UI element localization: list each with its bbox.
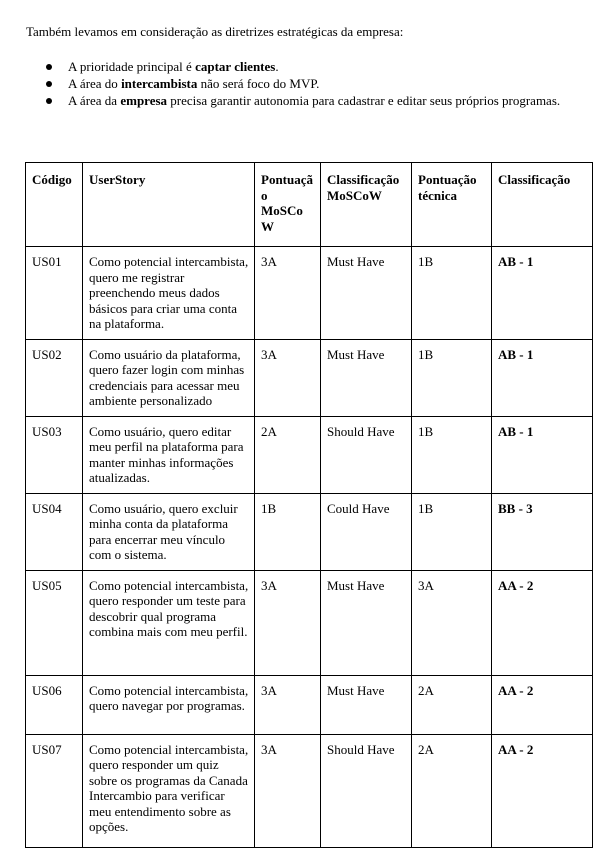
cell-moscow-class: Must Have [321,570,412,675]
cell-story: Como usuário, quero excluir minha conta da plataforma para encerrar meu vínculo com o sistema. [83,493,255,570]
document-page [26,22,596,109]
bullet-icon [46,64,52,70]
cell-tech-score: 2A [412,734,492,847]
cell-classification: AB - 1 [492,247,593,340]
list-item: A prioridade principal é captar clientes. [26,58,596,75]
header-tech-score: Pontuação técnica [412,163,492,247]
cell-story: Como usuário, quero editar meu perfil na plataforma para manter minhas informações atualizadas. [83,416,255,493]
cell-moscow-score: 3A [255,734,321,847]
cell-classification: AA - 2 [492,570,593,675]
cell-moscow-class: Could Have [321,493,412,570]
cell-moscow-class: Must Have [321,339,412,416]
header-code: Código [26,163,83,247]
cell-story: Como potencial intercambista, quero navegar por programas. [83,675,255,734]
cell-moscow-score: 2A [255,416,321,493]
bullet-icon [46,81,52,87]
table-row [26,339,593,416]
cell-tech-score: 1B [412,339,492,416]
cell-code: US03 [26,416,83,493]
table-row [26,493,593,570]
guidelines-list [26,58,596,109]
cell-story: Como potencial intercambista, quero responder um quiz sobre os programas da Canada Intercambio para verificar meu entendimento sobre as opções. [83,734,255,847]
cell-tech-score: 1B [412,247,492,340]
list-item: A área do intercambista não será foco do MVP. [26,75,596,92]
cell-moscow-score: 3A [255,675,321,734]
header-moscow-class: Classificação MoSCoW [321,163,412,247]
header-moscow-score: Pontuaçã o MoSCo W [255,163,321,247]
cell-moscow-class: Must Have [321,675,412,734]
cell-tech-score: 1B [412,493,492,570]
table-row [26,247,593,340]
header-classification: Classificação [492,163,593,247]
cell-story: Como usuário da plataforma, quero fazer login com minhas credenciais para acessar meu ambiente personalizado [83,339,255,416]
cell-moscow-class: Should Have [321,734,412,847]
header-userstory: UserStory [83,163,255,247]
cell-tech-score: 2A [412,675,492,734]
cell-classification: AB - 1 [492,416,593,493]
cell-moscow-class: Should Have [321,416,412,493]
cell-moscow-score: 3A [255,247,321,340]
cell-code: US04 [26,493,83,570]
cell-moscow-score: 3A [255,570,321,675]
table-row [26,570,593,675]
cell-tech-score: 1B [412,416,492,493]
cell-code: US07 [26,734,83,847]
cell-code: US06 [26,675,83,734]
list-item: A área da empresa precisa garantir autonomia para cadastrar e editar seus próprios programas. [26,92,596,109]
cell-classification: AA - 2 [492,734,593,847]
cell-classification: AB - 1 [492,339,593,416]
cell-code: US05 [26,570,83,675]
cell-story: Como potencial intercambista, quero responder um teste para descobrir qual programa combina mais com meu perfil. [83,570,255,675]
table-row [26,675,593,734]
cell-classification: BB - 3 [492,493,593,570]
bullet-icon [46,98,52,104]
cell-moscow-class: Must Have [321,247,412,340]
user-stories-table [25,162,593,848]
cell-classification: AA - 2 [492,675,593,734]
cell-tech-score: 3A [412,570,492,675]
cell-moscow-score: 3A [255,339,321,416]
table-header-row [26,163,593,247]
cell-code: US02 [26,339,83,416]
table-row [26,734,593,847]
intro-paragraph: Também levamos em consideração as diretrizes estratégicas da empresa: [26,24,404,39]
cell-story: Como potencial intercambista, quero me registrar preenchendo meus dados básicos para criar uma conta na plataforma. [83,247,255,340]
cell-moscow-score: 1B [255,493,321,570]
cell-code: US01 [26,247,83,340]
table-row [26,416,593,493]
